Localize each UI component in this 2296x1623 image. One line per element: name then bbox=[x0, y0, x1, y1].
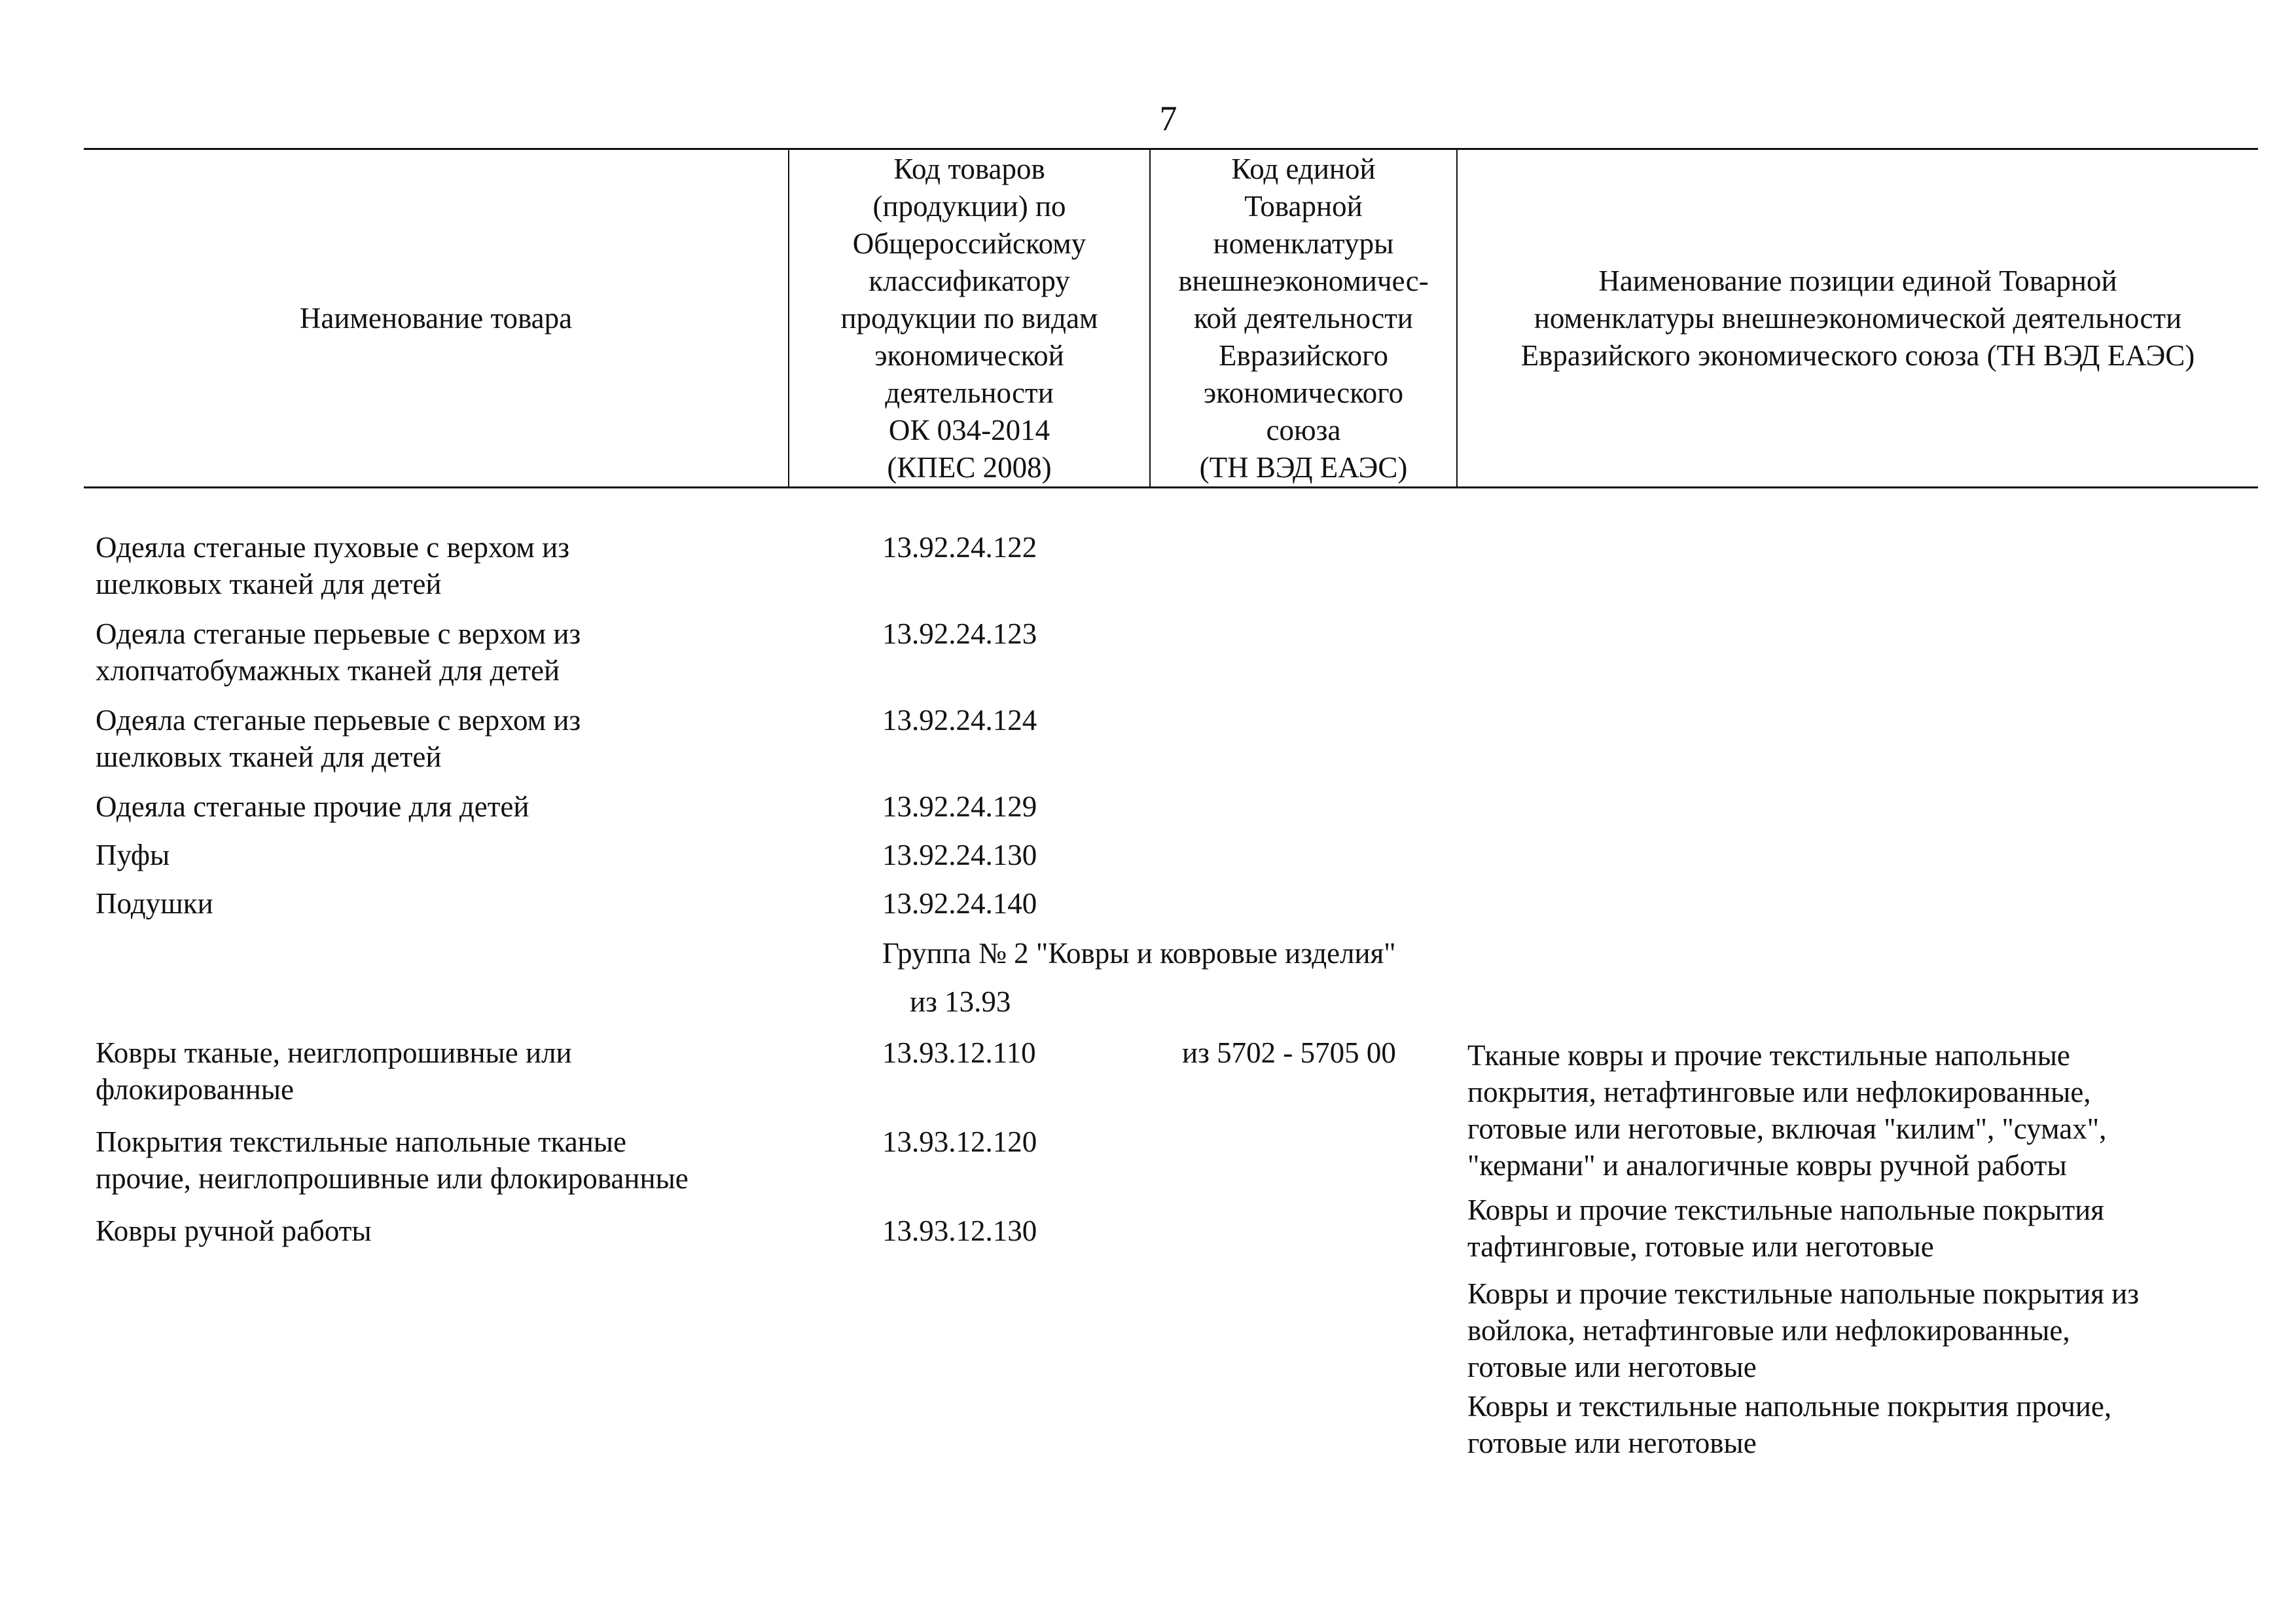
table-row-code: 13.92.24.123 bbox=[882, 617, 1037, 650]
tn-ved-code: из 5702 - 5705 00 bbox=[1182, 1036, 1396, 1069]
header-tn-ved-position: Наименование позиции единой Товарной номенклатуры внешнеэкономической деятельности Евразийского экономического союза (ТН ВЭД ЕАЭС) bbox=[1520, 264, 2195, 372]
table-row-code: 13.92.24.130 bbox=[882, 839, 1037, 871]
table-row-code: 13.93.12.120 bbox=[882, 1125, 1037, 1158]
table-row-code: 13.93.12.110 bbox=[882, 1036, 1036, 1069]
table-row-name: Покрытия текстильные напольные тканые прочие, неиглопрошивные или флокированные bbox=[96, 1125, 689, 1195]
table-row-name: Одеяла стеганые прочие для детей bbox=[96, 790, 529, 823]
table-row-code: 13.92.24.124 bbox=[882, 704, 1037, 737]
table-row-name: Ковры тканые, неиглопрошивные или флокированные bbox=[96, 1036, 572, 1106]
tn-ved-description: Ковры и прочие текстильные напольные покрытия из войлока, нетафтинговые или нефлокированные, готовые или неготовые bbox=[1467, 1277, 2140, 1383]
table-row-name: Ковры ручной работы bbox=[96, 1214, 372, 1247]
header-okpd-code: Код товаров (продукции) по Общероссийскому классификатору продукции по видам экономической деятельности ОК 034-2014 (КПЕС 2008) bbox=[840, 152, 1098, 484]
table-row-name: Пуфы bbox=[96, 839, 170, 871]
header-product-name: Наименование товара bbox=[299, 301, 573, 335]
table-row-code: 13.92.24.129 bbox=[882, 790, 1037, 823]
table-row-code: 13.92.24.140 bbox=[882, 887, 1037, 920]
header-tn-ved-code: Код единой Товарной номенклатуры внешнеэкономичес- кой деятельности Евразийского экономического союза (ТН ВЭД ЕАЭС) bbox=[1178, 152, 1429, 484]
group-subtitle: из 13.93 bbox=[910, 985, 1011, 1018]
table-row-name: Одеяла стеганые пуховые с верхом из шелковых тканей для детей bbox=[96, 531, 569, 600]
tn-ved-description: Ковры и прочие текстильные напольные покрытия тафтинговые, готовые или неготовые bbox=[1467, 1194, 2104, 1263]
table-header-bottom-rule bbox=[84, 486, 2258, 488]
table-row-name: Одеяла стеганые перьевые с верхом из шелковых тканей для детей bbox=[96, 704, 581, 773]
table-row-name: Подушки bbox=[96, 887, 213, 920]
tn-ved-description: Тканые ковры и прочие текстильные напольные покрытия, нетафтинговые или нефлокированные, готовые или неготовые, включая "килим", "сумах", "кермани" и аналогичные ковры ручной работы bbox=[1467, 1039, 2107, 1182]
table-row-code: 13.92.24.122 bbox=[882, 531, 1037, 564]
table-row-code: 13.93.12.130 bbox=[882, 1214, 1037, 1247]
tn-ved-description: Ковры и текстильные напольные покрытия прочие, готовые или неготовые bbox=[1467, 1390, 2112, 1459]
page-number: 7 bbox=[1159, 99, 1177, 138]
group-title: Группа № 2 "Ковры и ковровые изделия" bbox=[882, 937, 1396, 970]
table-row-name: Одеяла стеганые перьевые с верхом из хлопчатобумажных тканей для детей bbox=[96, 617, 581, 687]
